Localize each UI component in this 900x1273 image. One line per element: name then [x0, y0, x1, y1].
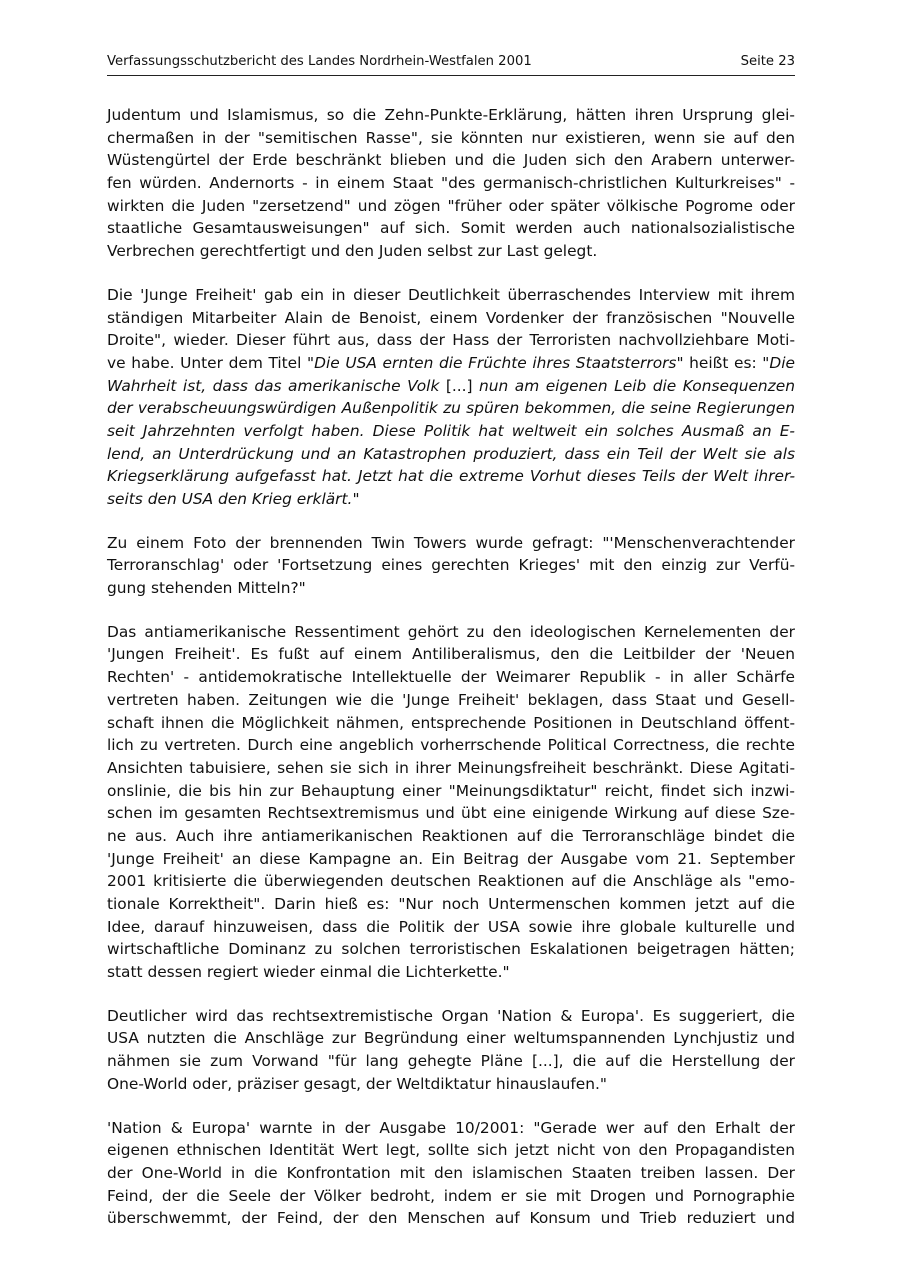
- text-line: Deutlicher wird das rechtsextremistische Organ 'Nation & Europa'. Es suggeriert, die: [107, 1006, 795, 1025]
- text-line: überschwemmt, der Feind, der den Menschen auf Konsum und Trieb reduziert und: [107, 1209, 795, 1228]
- text-line: fen würden. Andernorts - in einem Staat "des germanisch-christlichen Kulturkreises" -: [107, 174, 795, 193]
- text-line: chermaßen in der "semitischen Rasse", sie könnten nur existieren, wenn sie auf den: [107, 128, 795, 147]
- paragraph-6: [107, 1117, 795, 1230]
- text-line: Judentum und Islamismus, so die Zehn-Punkte-Erklärung, hätten ihren Ursprung glei-: [107, 106, 795, 124]
- italic-quote: seit Jahrzehnten verfolgt haben. Diese Politik hat weltweit ein solches Ausmaß an E-: [107, 421, 795, 440]
- text-line: [107, 284, 795, 307]
- text-line: Terroranschlag' oder 'Fortsetzung eines gerechten Krieges' mit den einzig zur Verfü-: [107, 556, 795, 575]
- text-line: wirtschaftliche Dominanz zu solchen terroristischen Eskalationen beigetragen hätten;: [107, 940, 795, 959]
- text-line: eigenen ethnischen Identität Wert legt, sollte sich jetzt nicht von den Propagandisten: [107, 1141, 795, 1160]
- italic-quote: seits den USA den Krieg erklärt.: [107, 490, 353, 508]
- text-run: [...]: [439, 376, 480, 395]
- italic-quote: nun am eigenen Leib die Konsequenzen: [479, 376, 795, 395]
- text-line: [107, 352, 795, 375]
- text-line: [107, 443, 795, 466]
- italic-quote: Wahrheit ist, dass das amerikanische Volk: [107, 376, 440, 395]
- text-line: 'Nation & Europa' warnte in der Ausgabe 10/2001: "Gerade wer auf den Erhalt der: [107, 1118, 795, 1137]
- text-line: nähmen sie zum Vorwand "für lang gehegte Pläne [...], die auf die Herstellung der: [107, 1052, 795, 1071]
- text-line: Rechten' - antidemokratische Intellektuelle der Weimarer Republik - in aller Schärfe: [107, 668, 795, 687]
- text-line: wirkten die Juden "zersetzend" und zögen "früher oder später völkische Pogrome oder: [107, 196, 795, 215]
- italic-quote: der verabscheuungswürdigen Außenpolitik zu spüren bekommen, die seine Regierungen: [107, 399, 795, 418]
- text-line: 'Junge Freiheit' an diese Kampagne an. Ein Beitrag der Ausgabe vom 21. September: [107, 849, 795, 868]
- text-run: Droite", wieder. Dieser führt aus, dass der Hass der Terroristen nachvollziehbare Moti-: [107, 331, 795, 350]
- header-title: Verfassungsschutzbericht des Landes Nordrhein-Westfalen 2001: [107, 54, 532, 69]
- italic-quote: Die USA ernten die Früchte ihres Staatsterrors: [314, 353, 677, 372]
- text-line: tionale Korrektheit". Darin hieß es: "Nur noch Untermenschen kommen jetzt auf die: [107, 895, 795, 913]
- text-run: ": [352, 490, 360, 508]
- text-line: Wüstengürtel der Erde beschränkt blieben und die Juden sich den Arabern unterwer-: [107, 151, 795, 170]
- text-line: ne aus. Auch ihre antiamerikanischen Reaktionen auf die Terroranschläge bindet die: [107, 826, 795, 845]
- text-line: [107, 397, 795, 420]
- paragraph-1: [107, 104, 795, 263]
- text-line: onslinie, die bis hin zur Behauptung einer "Meinungsdiktatur" reicht, findet sich inzwi-: [107, 781, 795, 800]
- text-line: vertreten haben. Zeitungen wie die 'Junge Freiheit' beklagen, dass Staat und Gesell-: [107, 690, 795, 709]
- italic-quote: lend, an Unterdrückung und an Katastrophen produziert, dass ein Teil der Welt sie als: [107, 444, 795, 463]
- text-line: statt dessen regiert wieder einmal die Lichterkette.": [107, 963, 510, 982]
- text-line: schaft ihnen die Möglichkeit nähmen, entsprechende Positionen in Deutschland öffent-: [107, 713, 795, 732]
- text-line: One-World oder, präziser gesagt, der Weltdiktatur hinauslaufen.": [107, 1074, 607, 1093]
- paragraph-5: [107, 1005, 795, 1096]
- text-line: [107, 420, 795, 443]
- text-line: [107, 329, 795, 352]
- text-line: der One-World in die Konfrontation mit den islamischen Staaten treiben lassen. Der: [107, 1163, 795, 1182]
- text-line: 2001 kritisierte die überwiegenden deutschen Reaktionen auf die Anschläge als "emo-: [107, 872, 795, 891]
- paragraph-3: [107, 532, 795, 600]
- text-line: [107, 307, 795, 330]
- text-line: gung stehenden Mitteln?": [107, 579, 306, 598]
- text-line: schen im gesamten Rechtsextremismus und übt eine einigende Wirkung auf diese Sze-: [107, 804, 795, 823]
- text-line: Idee, darauf hinzuweisen, dass die Politik der USA sowie ihre globale kulturelle und: [107, 917, 795, 936]
- text-run: ve habe. Unter dem Titel ": [107, 353, 315, 372]
- text-line: Ansichten tabuisiere, sehen sie sich in ihrer Meinungsfreiheit beschränkt. Diese Agitati-: [107, 758, 795, 777]
- paragraph-4: [107, 621, 795, 984]
- text-run: ständigen Mitarbeiter Alain de Benoist, einem Vordenker der französischen "Nouvelle: [107, 308, 795, 327]
- page-number: Seite 23: [740, 54, 795, 69]
- page-header: [107, 53, 795, 76]
- text-line: Das antiamerikanische Ressentiment gehört zu den ideologischen Kernelementen der: [107, 622, 795, 641]
- text-line: [107, 465, 795, 488]
- text-line: Zu einem Foto der brennenden Twin Towers wurde gefragt: "'Menschenverachtender: [107, 533, 795, 552]
- text-run: " heißt es: ": [676, 353, 770, 372]
- text-line: [107, 375, 795, 398]
- text-line: lich zu vertreten. Durch eine angeblich vorherrschende Political Correctness, die rechte: [107, 736, 795, 755]
- text-line: Feind, der die Seele der Völker bedroht, indem er sie mit Drogen und Pornographie: [107, 1186, 795, 1205]
- text-line: Verbrechen gerechtfertigt und den Juden selbst zur Last gelegt.: [107, 242, 598, 261]
- text-line: staatliche Gesamtausweisungen" auf sich. Somit werden auch nationalsozialistische: [107, 219, 795, 238]
- paragraph-2: [107, 284, 795, 511]
- text-line: [107, 488, 795, 511]
- text-run: Die 'Junge Freiheit' gab ein in dieser Deutlichkeit überraschendes Interview mit ihrem: [107, 285, 795, 304]
- italic-quote: Kriegserklärung aufgefasst hat. Jetzt hat die extreme Vorhut dieses Teils der Welt ihrer-: [107, 467, 795, 486]
- italic-quote: Die: [769, 353, 795, 372]
- document-body: [107, 104, 795, 1251]
- text-line: USA nutzten die Anschläge zur Begründung einer weltumspannenden Lynchjustiz und: [107, 1029, 795, 1048]
- text-line: 'Jungen Freiheit'. Es fußt auf einem Antiliberalismus, den die Leitbilder der 'Neuen: [107, 645, 795, 664]
